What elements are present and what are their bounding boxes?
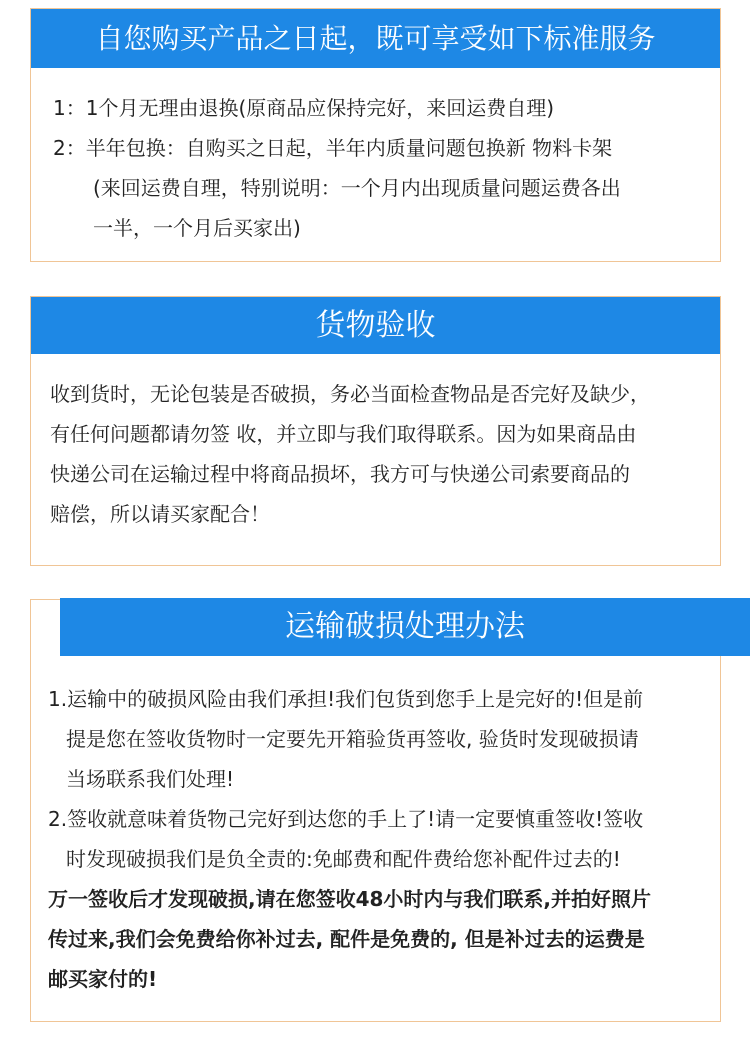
damage-line-3: 当场联系我们处理! [66, 767, 235, 791]
inspection-text [50, 374, 650, 534]
service-text [53, 88, 621, 248]
inspection-title: 货物验收 [31, 297, 720, 354]
service-line-4: 一半，一个月后买家出) [93, 216, 301, 240]
damage-line-5: 时发现破损我们是负全责的:免邮费和配件费给您补配件过去的! [66, 847, 621, 871]
damage-text [48, 679, 651, 999]
inspection-line-4: 赔偿，所以请买家配合！ [50, 502, 270, 526]
damage-section [30, 599, 721, 1022]
service-line-1: 1：1个月无理由退换(原商品应保持完好，来回运费自理) [53, 96, 555, 120]
inspection-line-2: 有任何问题都请勿签 收，并立即与我们取得联系。因为如果商品由 [50, 422, 637, 446]
inspection-section [30, 296, 721, 566]
service-title: 自您购买产品之日起，既可享受如下标准服务 [31, 9, 720, 68]
damage-line-4: 2.签收就意味着货物己完好到达您的手上了!请一定要慎重签收!签收 [48, 807, 644, 831]
inspection-line-1: 收到货时，无论包装是否破损，务必当面检查物品是否完好及缺少， [50, 382, 650, 406]
inspection-line-3: 快递公司在运输过程中将商品损坏，我方可与快递公司索要商品的 [50, 462, 630, 486]
service-section [30, 8, 721, 262]
service-line-2: 2：半年包换：自购买之日起，半年内质量问题包换新 物料卡架 [53, 136, 613, 160]
damage-bold-line-1: 万一签收后才发现破损,请在您签收48小时内与我们联系,并拍好照片 [48, 887, 652, 911]
damage-bold-line-2: 传过来,我们会免费给你补过去, 配件是免费的, 但是补过去的运费是 [48, 927, 645, 951]
damage-line-2: 提是您在签收货物时一定要先开箱验货再签收, 验货时发现破损请 [66, 727, 639, 751]
damage-bold-line-3: 邮买家付的! [48, 967, 158, 991]
damage-line-1: 1.运输中的破损风险由我们承担!我们包货到您手上是完好的!但是前 [48, 687, 644, 711]
damage-title: 运输破损处理办法 [60, 598, 750, 656]
service-line-3: (来回运费自理，特别说明：一个月内出现质量问题运费各出 [93, 176, 621, 200]
